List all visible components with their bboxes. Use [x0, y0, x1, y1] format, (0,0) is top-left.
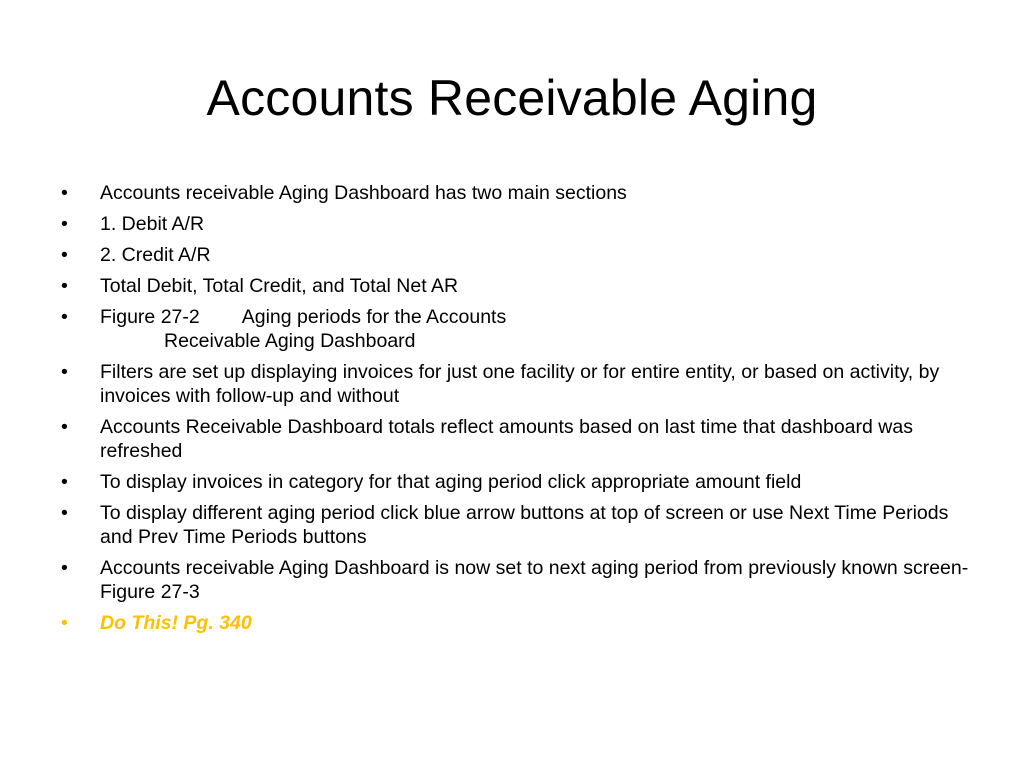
- bullet-icon: •: [61, 182, 68, 204]
- bullet-continuation: Receivable Aging Dashboard: [164, 330, 416, 352]
- list-item: [60, 556, 970, 604]
- highlight-text: Do This! Pg. 340: [100, 612, 252, 634]
- bullet-icon: •: [61, 275, 68, 297]
- list-item: [60, 415, 970, 463]
- bullet-icon: •: [61, 557, 68, 579]
- bullet-icon: •: [61, 612, 68, 634]
- bullet-text: Filters are set up displaying invoices for just one facility or for entire entity, or based on activity, by invoices with follow-up and without: [100, 361, 940, 407]
- bullet-icon: •: [61, 416, 68, 438]
- bullet-icon: •: [61, 213, 68, 235]
- list-item: [60, 305, 970, 353]
- bullet-icon: •: [61, 471, 68, 493]
- list-item: [60, 181, 970, 205]
- list-item: [60, 501, 970, 549]
- bullet-text: Aging periods for the Accounts: [241, 306, 507, 328]
- list-item: [60, 360, 970, 408]
- list-item-highlight: [60, 611, 970, 635]
- list-item: [60, 243, 970, 267]
- bullet-text: Accounts receivable Aging Dashboard has two main sections: [100, 182, 627, 204]
- bullet-list: [60, 181, 970, 642]
- bullet-text: Total Debit, Total Credit, and Total Net AR: [100, 275, 459, 297]
- slide-title: Accounts Receivable Aging: [206, 70, 818, 126]
- list-item: [60, 274, 970, 298]
- bullet-text: 2. Credit A/R: [100, 244, 211, 266]
- bullet-icon: •: [61, 502, 68, 524]
- list-item: [60, 212, 970, 236]
- bullet-text: Accounts receivable Aging Dashboard is now set to next aging period from previously known screen-Figure 27-3: [100, 557, 969, 603]
- figure-label: Figure 27-2: [100, 306, 200, 328]
- bullet-text: 1. Debit A/R: [100, 213, 205, 235]
- bullet-icon: •: [61, 306, 68, 328]
- list-item: [60, 470, 970, 494]
- bullet-text: Accounts Receivable Dashboard totals reflect amounts based on last time that dashboard was refreshed: [100, 416, 913, 462]
- bullet-text: To display invoices in category for that aging period click appropriate amount field: [100, 471, 802, 493]
- bullet-icon: •: [61, 361, 68, 383]
- bullet-icon: •: [61, 244, 68, 266]
- bullet-text: To display different aging period click blue arrow buttons at top of screen or use Next Time Periods and Prev Time Periods buttons: [100, 502, 949, 548]
